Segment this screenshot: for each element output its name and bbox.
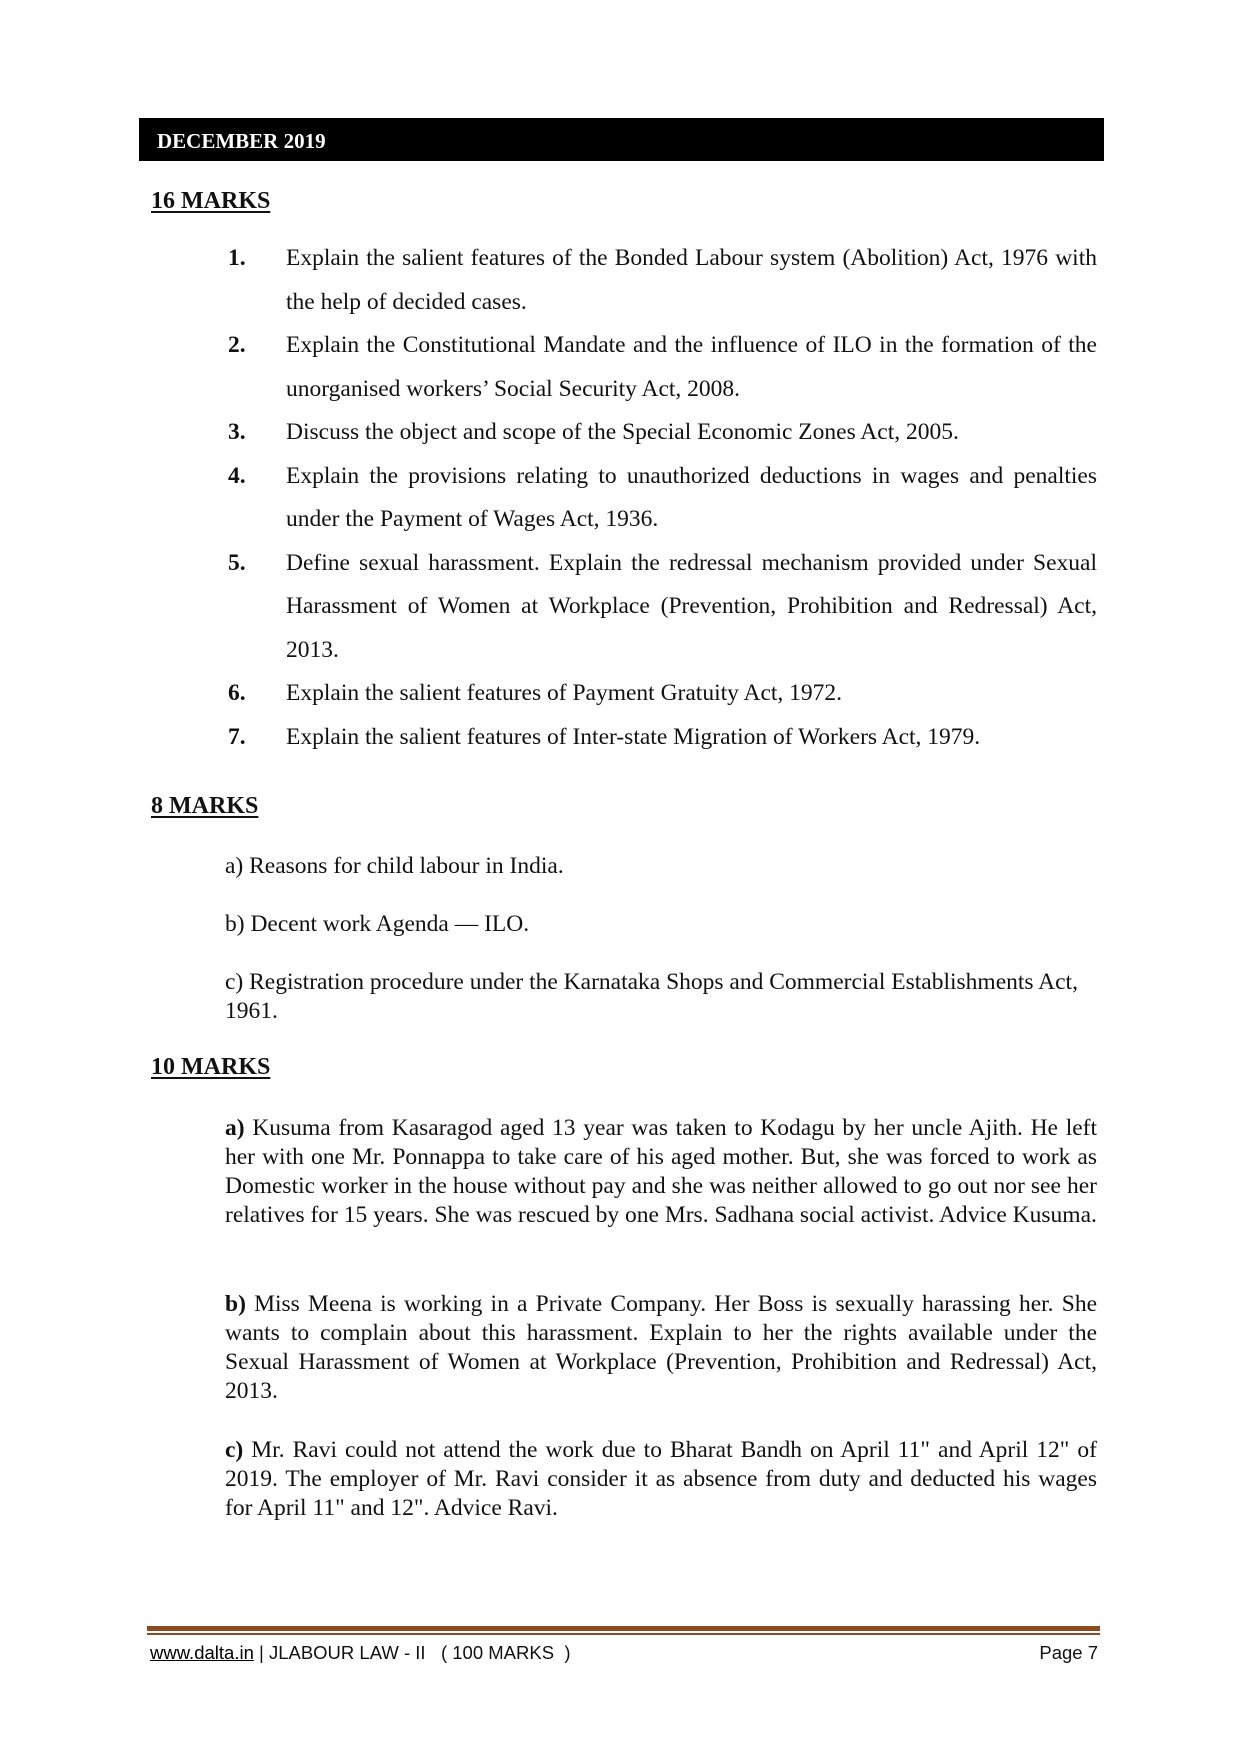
problem-a: [225, 1114, 1097, 1230]
page-number: Page 7: [1039, 1642, 1098, 1663]
problem-text: Mr. Ravi could not attend the work due to Bharat Bandh on April 11" and April 12" of 2019. The employer of Mr. Ravi consider it as absence from duty and deducted his wages for April 11" and 12". Advice Ravi.: [225, 1437, 1097, 1521]
footer-rule-thin: [147, 1633, 1100, 1635]
list-item: [222, 411, 1097, 455]
problem-c: [225, 1436, 1097, 1523]
list-item: [222, 716, 1097, 760]
short-note-c: c) Registration procedure under the Karnataka Shops and Commercial Establishments Act, 1961.: [225, 969, 1078, 1024]
question-text: Define sexual harassment. Explain the redressal mechanism provided under Sexual Harassment of Women at Workplace (Prevention, Prohibition and Redressal) Act, 2013.: [286, 549, 1097, 663]
short-note-b: b) Decent work Agenda — ILO.: [225, 911, 530, 937]
list-item: [222, 455, 1097, 542]
question-text: Discuss the object and scope of the Special Economic Zones Act, 2005.: [286, 419, 959, 445]
section-title-8-marks: 8 MARKS: [151, 793, 259, 819]
header-title: DECEMBER 2019: [157, 129, 326, 153]
question-text: Explain the salient features of the Bonded Labour system (Abolition) Act, 1976 with the help of decided cases.: [286, 245, 1097, 315]
footer-left: [150, 1642, 571, 1664]
problem-label: b): [225, 1291, 246, 1317]
question-number: 6.: [228, 680, 246, 706]
question-list-16-marks: [222, 237, 1097, 759]
question-text: Explain the provisions relating to unauthorized deductions in wages and penalties under the Payment of Wages Act, 1936.: [286, 462, 1097, 532]
problem-b: [225, 1290, 1097, 1406]
list-item: [222, 672, 1097, 716]
question-number: 7.: [228, 723, 246, 750]
section-title-16-marks: 16 MARKS: [151, 188, 271, 214]
list-item: [222, 237, 1097, 324]
question-number: 4.: [228, 462, 246, 489]
question-text: Explain the salient features of Inter-state Migration of Workers Act, 1979.: [286, 723, 981, 750]
footer-rule-thick: [147, 1626, 1100, 1631]
problem-label: c): [225, 1437, 244, 1463]
question-text: Explain the Constitutional Mandate and the influence of ILO in the formation of the unorganised workers’ Social Security Act, 2008.: [286, 332, 1097, 402]
question-number: 3.: [228, 419, 246, 445]
question-text: Explain the salient features of Payment Gratuity Act, 1972.: [286, 680, 843, 706]
footer-course-text: | JLABOUR LAW - II ( 100 MARKS ): [253, 1642, 571, 1663]
question-number: 1.: [228, 245, 246, 271]
question-number: 2.: [228, 332, 246, 358]
page-footer: [150, 1642, 1098, 1664]
list-item: [222, 542, 1097, 673]
section-title-10-marks: 10 MARKS: [151, 1054, 271, 1080]
short-note-a: a) Reasons for child labour in India.: [225, 853, 564, 879]
section-header-bar: [139, 118, 1104, 161]
problem-text: Kusuma from Kasaragod aged 13 year was taken to Kodagu by her uncle Ajith. He left her with one Mr. Ponnappa to take care of his aged mother. But, she was forced to work as Domestic worker in the house without pay and she was neither allowed to go out nor see her relatives for 15 years. She was rescued by one Mrs. Sadhana social activist. Advice Kusuma.: [225, 1115, 1098, 1228]
footer-website-link[interactable]: www.dalta.in: [150, 1642, 254, 1663]
problem-label: a): [225, 1115, 245, 1141]
problem-text: Miss Meena is working in a Private Company. Her Boss is sexually harassing her. She wants to complain about this harassment. Explain to her the rights available under the Sexual Harassment of Women at Workplace (Prevention, Prohibition and Redressal) Act, 2013.: [225, 1291, 1098, 1404]
list-item: [222, 324, 1097, 411]
question-number: 5.: [228, 549, 246, 576]
